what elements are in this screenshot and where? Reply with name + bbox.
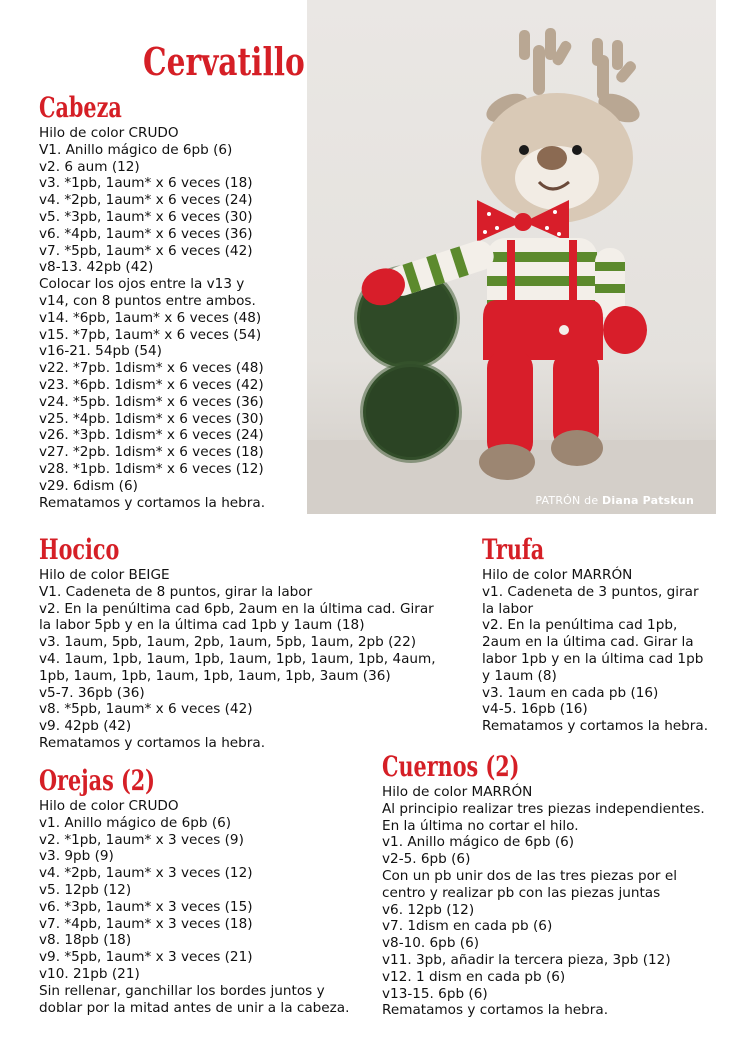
instruction-line: doblar por la mitad antes de unir a la cabeza. bbox=[39, 999, 350, 1016]
instruction-line: v3. 1aum en cada pb (16) bbox=[482, 684, 659, 701]
instruction-list bbox=[39, 567, 459, 752]
section-heading: Hocico bbox=[39, 533, 120, 566]
instruction-line: v9. *5pb, 1aum* x 3 veces (21) bbox=[39, 949, 253, 966]
instruction-line: v2. En la penúltima cad 1pb, bbox=[482, 617, 678, 634]
section-hocico bbox=[39, 533, 459, 752]
title-part-1: Cervatillo bbox=[143, 39, 305, 84]
instruction-line: y 1aum (8) bbox=[482, 667, 557, 684]
instruction-line: v2. *1pb, 1aum* x 3 veces (9) bbox=[39, 831, 244, 848]
instruction-line: Hilo de color BEIGE bbox=[39, 567, 170, 583]
instruction-list bbox=[482, 567, 722, 735]
instruction-line: Hilo de color MARRÓN bbox=[482, 567, 633, 583]
instruction-line: V1. Cadeneta de 8 puntos, girar la labor bbox=[39, 583, 313, 600]
instruction-line: 2aum en la última cad. Girar la bbox=[482, 634, 694, 651]
instruction-line: v6. *3pb, 1aum* x 3 veces (15) bbox=[39, 898, 253, 915]
instruction-line: Colocar los ojos entre la v13 y bbox=[39, 276, 245, 293]
section-cabeza bbox=[39, 91, 301, 511]
instruction-line: v7. *5pb, 1aum* x 6 veces (42) bbox=[39, 242, 253, 259]
instruction-line: Sin rellenar, ganchillar los bordes juntos y bbox=[39, 982, 325, 999]
instruction-line: v1. Anillo mágico de 6pb (6) bbox=[39, 814, 232, 831]
instruction-line: la labor bbox=[482, 600, 534, 617]
instruction-line: v14, con 8 puntos entre ambos. bbox=[39, 292, 256, 309]
instruction-line: v4. *2pb, 1aum* x 6 veces (24) bbox=[39, 192, 253, 209]
instruction-line: v3. 1aum, 5pb, 1aum, 2pb, 1aum, 5pb, 1aum, 2pb (22) bbox=[39, 634, 417, 651]
instruction-line: v15. *7pb, 1aum* x 6 veces (54) bbox=[39, 326, 262, 343]
instruction-line: v8. 18pb (18) bbox=[39, 932, 132, 949]
watermark-author: Diana Patskun bbox=[602, 494, 694, 507]
instruction-line: centro y realizar pb con las piezas juntas bbox=[382, 884, 661, 901]
amigurumi-photo bbox=[307, 0, 716, 514]
instruction-line: Rematamos y cortamos la hebra. bbox=[39, 494, 266, 511]
instruction-line: Hilo de color CRUDO bbox=[39, 125, 179, 141]
instruction-line: v9. 42pb (42) bbox=[39, 718, 132, 735]
instruction-line: En la última no cortar el hilo. bbox=[382, 817, 579, 834]
section-orejas bbox=[39, 764, 369, 1016]
instruction-line: Rematamos y cortamos la hebra. bbox=[482, 718, 709, 735]
instruction-line: v8-13. 42pb (42) bbox=[39, 259, 154, 276]
instruction-line: v23. *6pb. 1dism* x 6 veces (42) bbox=[39, 376, 264, 393]
instruction-line: V1. Anillo mágico de 6pb (6) bbox=[39, 141, 233, 158]
instruction-list bbox=[382, 784, 727, 1019]
instruction-line: Rematamos y cortamos la hebra. bbox=[382, 1002, 609, 1019]
instruction-line: v2. 6 aum (12) bbox=[39, 158, 140, 175]
instruction-line: Hilo de color CRUDO bbox=[39, 798, 179, 814]
watermark-prefix: PATRÓN de bbox=[535, 494, 599, 507]
section-heading: Trufa bbox=[482, 533, 545, 566]
instruction-line: v7. *4pb, 1aum* x 3 veces (18) bbox=[39, 915, 253, 932]
instruction-line: v26. *3pb. 1dism* x 6 veces (24) bbox=[39, 427, 264, 444]
section-heading: Orejas (2) bbox=[39, 764, 155, 797]
instruction-list bbox=[39, 125, 301, 511]
instruction-line: v6. 12pb (12) bbox=[382, 901, 475, 918]
instruction-line: v6. *4pb, 1aum* x 6 veces (36) bbox=[39, 225, 253, 242]
section-cuernos bbox=[382, 750, 727, 1019]
instruction-line: v29. 6dism (6) bbox=[39, 477, 138, 494]
instruction-line: v2. En la penúltima cad 6pb, 2aum en la última cad. Girar bbox=[39, 600, 434, 617]
instruction-line: Hilo de color MARRÓN bbox=[382, 784, 533, 800]
instruction-line: labor 1pb y en la última cad 1pb bbox=[482, 650, 704, 667]
photo-watermark bbox=[535, 494, 694, 507]
instruction-line: v1. Anillo mágico de 6pb (6) bbox=[382, 834, 575, 851]
instruction-line: v3. *1pb, 1aum* x 6 veces (18) bbox=[39, 175, 253, 192]
instruction-line: v5-7. 36pb (36) bbox=[39, 684, 145, 701]
instruction-line: v16-21. 54pb (54) bbox=[39, 343, 162, 360]
instruction-line: v28. *1pb. 1dism* x 6 veces (12) bbox=[39, 460, 264, 477]
instruction-line: v4-5. 16pb (16) bbox=[482, 701, 588, 718]
instruction-line: v8-10. 6pb (6) bbox=[382, 935, 480, 952]
instruction-line: Con un pb unir dos de las tres piezas por el bbox=[382, 867, 677, 884]
instruction-line: v14. *6pb, 1aum* x 6 veces (48) bbox=[39, 309, 262, 326]
section-heading: Cabeza bbox=[39, 91, 122, 124]
instruction-line: v4. 1aum, 1pb, 1aum, 1pb, 1aum, 1pb, 1aum, 1pb, 4aum, bbox=[39, 650, 436, 667]
instruction-line: v24. *5pb. 1dism* x 6 veces (36) bbox=[39, 393, 264, 410]
instruction-line: v13-15. 6pb (6) bbox=[382, 985, 488, 1002]
instruction-line: 1pb, 1aum, 1pb, 1aum, 1pb, 1aum, 1pb, 3aum (36) bbox=[39, 667, 391, 684]
instruction-line: v2-5. 6pb (6) bbox=[382, 851, 471, 868]
instruction-line: v12. 1 dism en cada pb (6) bbox=[382, 968, 566, 985]
instruction-line: v8. *5pb, 1aum* x 6 veces (42) bbox=[39, 701, 253, 718]
instruction-line: v10. 21pb (21) bbox=[39, 965, 140, 982]
instruction-line: v27. *2pb. 1dism* x 6 veces (18) bbox=[39, 444, 264, 461]
instruction-line: Al principio realizar tres piezas independientes. bbox=[382, 800, 705, 817]
instruction-line: v4. *2pb, 1aum* x 3 veces (12) bbox=[39, 865, 253, 882]
instruction-line: v11. 3pb, añadir la tercera pieza, 3pb (12) bbox=[382, 951, 671, 968]
instruction-line: la labor 5pb y en la última cad 1pb y 1aum (18) bbox=[39, 617, 365, 634]
instruction-line: v1. Cadeneta de 3 puntos, girar bbox=[482, 583, 699, 600]
instruction-line: v5. 12pb (12) bbox=[39, 881, 132, 898]
instruction-list bbox=[39, 798, 369, 1016]
instruction-line: v25. *4pb. 1dism* x 6 veces (30) bbox=[39, 410, 264, 427]
section-trufa bbox=[482, 533, 722, 735]
instruction-line: Rematamos y cortamos la hebra. bbox=[39, 734, 266, 751]
instruction-line: v5. *3pb, 1aum* x 6 veces (30) bbox=[39, 208, 253, 225]
reindeer-illustration bbox=[307, 0, 716, 514]
instruction-line: v3. 9pb (9) bbox=[39, 848, 114, 865]
instruction-line: v22. *7pb. 1dism* x 6 veces (48) bbox=[39, 360, 264, 377]
section-heading: Cuernos (2) bbox=[382, 750, 520, 783]
instruction-line: v7. 1dism en cada pb (6) bbox=[382, 918, 553, 935]
